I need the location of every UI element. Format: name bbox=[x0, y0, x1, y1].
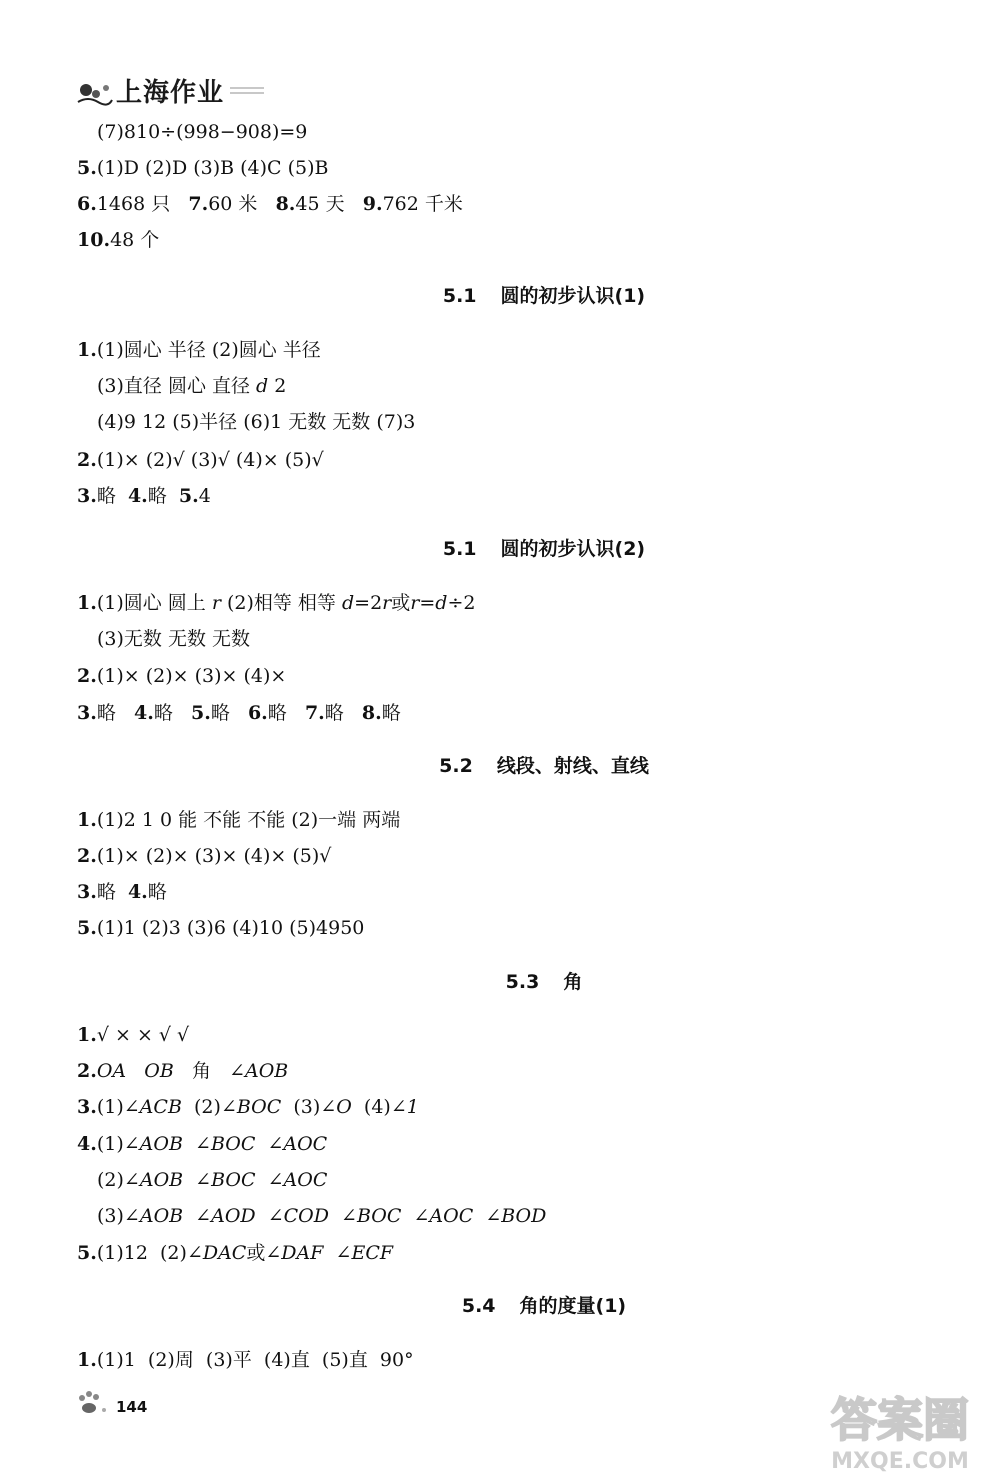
answer-line: 3.略 4.略 bbox=[77, 881, 167, 903]
header-title: 上海作业 bbox=[116, 78, 225, 108]
answer-line: 10.48 个 bbox=[77, 229, 160, 251]
answer-line: 2.(1)× (2)√ (3)√ (4)× (5)√ bbox=[77, 449, 324, 471]
answer-line: 3.略 4.略 5.略 6.略 7.略 8.略 bbox=[77, 702, 401, 724]
answer-line: 5.(1)1 (2)3 (3)6 (4)10 (5)4950 bbox=[77, 917, 365, 939]
page-footer bbox=[74, 1388, 147, 1418]
watermark-top-text: 答案圈 bbox=[831, 1393, 969, 1447]
answer-line: 1.(1)圆心 圆上 r (2)相等 相等 d=2r或r=d÷2 bbox=[77, 592, 476, 614]
answer-line: 1.(1)2 1 0 能 不能 不能 (2)一端 两端 bbox=[77, 809, 401, 831]
section-heading: 5.1 圆的初步认识(2) bbox=[442, 538, 646, 560]
answer-line: 6.1468 只 7.60 米 8.45 天 9.762 千米 bbox=[77, 193, 463, 215]
section-heading: 5.4 角的度量(1) bbox=[461, 1295, 627, 1317]
answer-line: 1.(1)1 (2)周 (3)平 (4)直 (5)直 90° bbox=[77, 1349, 414, 1371]
page-number: 144 bbox=[116, 1398, 148, 1416]
page-header bbox=[74, 72, 264, 109]
answer-line: (2)∠AOB ∠BOC ∠AOC bbox=[97, 1169, 328, 1191]
answer-line: 3.(1)∠ACB (2)∠BOC (3)∠O (4)∠1 bbox=[77, 1096, 419, 1118]
watermark-logo bbox=[812, 1382, 988, 1474]
answer-line: 5.(1)D (2)D (3)B (4)C (5)B bbox=[77, 157, 329, 179]
section-heading: 5.3 角 bbox=[505, 971, 583, 993]
answer-line: (3)∠AOB ∠AOD ∠COD ∠BOC ∠AOC ∠BOD bbox=[97, 1205, 547, 1227]
answer-line: 2.OA OB 角 ∠AOB bbox=[77, 1060, 289, 1082]
answer-line: 1.(1)圆心 半径 (2)圆心 半径 bbox=[77, 339, 321, 361]
answer-line: (3)无数 无数 无数 bbox=[97, 628, 250, 650]
answer-line: 4.(1)∠AOB ∠BOC ∠AOC bbox=[77, 1133, 328, 1155]
section-heading: 5.1 圆的初步认识(1) bbox=[442, 285, 646, 307]
cartoon-figure-icon bbox=[74, 76, 114, 106]
answer-line: 3.略 4.略 5.4 bbox=[77, 485, 211, 507]
answer-line: 2.(1)× (2)× (3)× (4)× bbox=[77, 665, 287, 687]
answer-line: 2.(1)× (2)× (3)× (4)× (5)√ bbox=[77, 845, 332, 867]
answer-line: 5.(1)12 (2)∠DAC或∠DAF ∠ECF bbox=[77, 1242, 394, 1264]
answer-line: (3)直径 圆心 直径 d 2 bbox=[97, 375, 287, 397]
answer-line: (7)810÷(998−908)=9 bbox=[97, 121, 308, 143]
answer-line: (4)9 12 (5)半径 (6)1 无数 无数 (7)3 bbox=[97, 411, 416, 433]
watermark-bottom-text: MXQE.COM bbox=[831, 1449, 969, 1474]
answer-line: 1.√ × × √ √ bbox=[77, 1024, 190, 1046]
header-decoration bbox=[230, 87, 264, 94]
paw-print-icon bbox=[74, 1388, 114, 1418]
section-heading: 5.2 线段、射线、直线 bbox=[439, 755, 649, 777]
